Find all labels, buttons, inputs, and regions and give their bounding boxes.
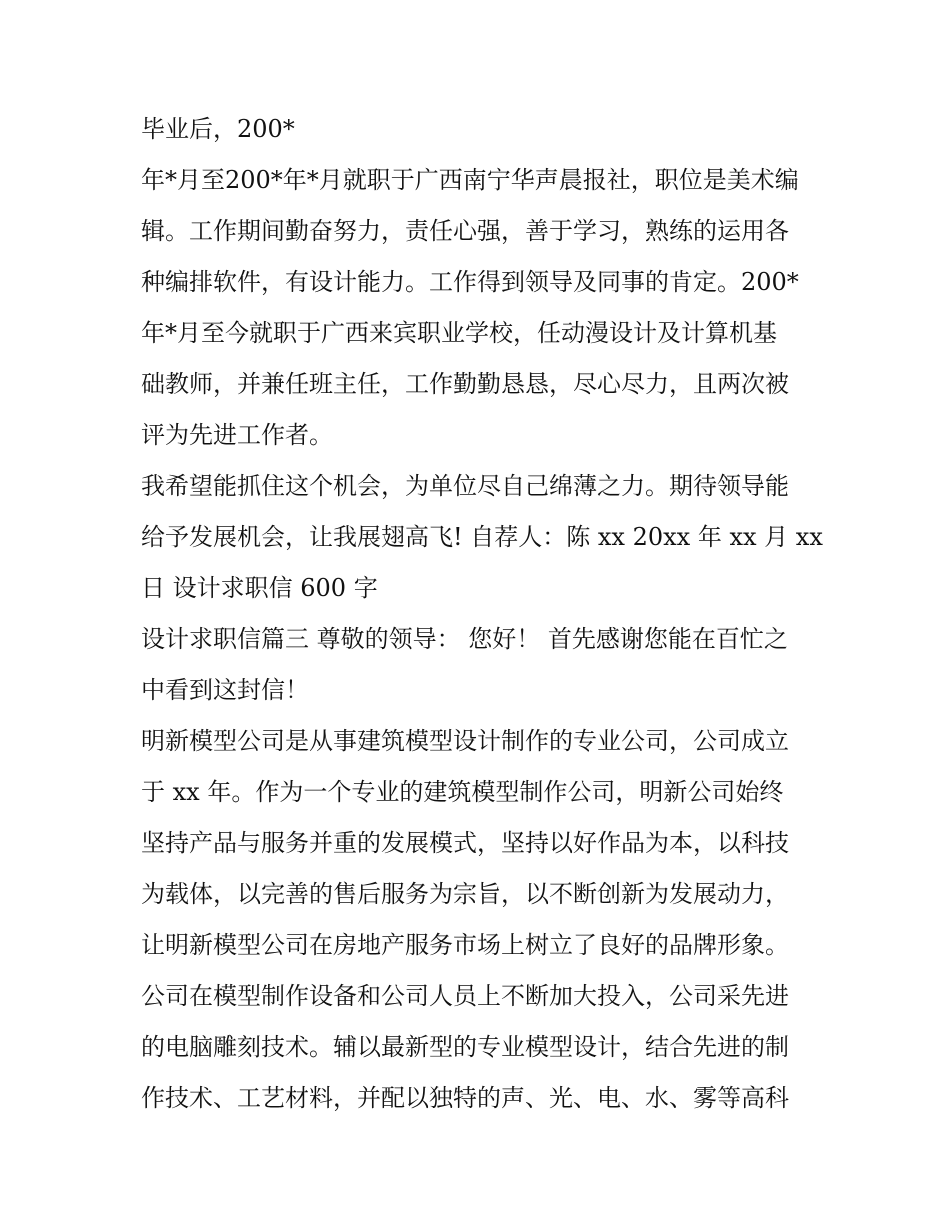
text-line: 年*月至200*年*月就职于广西南宁华声晨报社，职位是美术编 [141, 166, 799, 194]
text-line: 中看到这封信！ [141, 676, 309, 704]
text-line: 年*月至今就职于广西来宾职业学校，任动漫设计及计算机基 [141, 319, 777, 347]
text-line: 日 设计求职信 600 字 [141, 574, 378, 602]
text-line: 作技术、工艺材料，并配以独特的声、光、电、水、雾等高科 [141, 1084, 789, 1112]
text-line: 辑。工作期间勤奋努力，责任心强，善于学习，熟练的运用各 [141, 217, 789, 245]
text-line: 种编排软件，有设计能力。工作得到领导及同事的肯定。200* [141, 268, 799, 296]
text-line: 我希望能抓住这个机会，为单位尽自己绵薄之力。期待领导能 [141, 472, 789, 500]
text-line: 让明新模型公司在房地产服务市场上树立了良好的品牌形象。 [141, 931, 789, 959]
text-line: 的电脑雕刻技术。辅以最新型的专业模型设计，结合先进的制 [141, 1033, 789, 1061]
text-line: 毕业后，200* [141, 115, 295, 143]
text-line: 坚持产品与服务并重的发展模式，坚持以好作品为本，以科技 [141, 829, 789, 857]
text-line: 公司在模型制作设备和公司人员上不断加大投入，公司采先进 [141, 982, 789, 1010]
text-line: 明新模型公司是从事建筑模型设计制作的专业公司，公司成立 [141, 727, 789, 755]
text-line: 设计求职信篇三 尊敬的领导： 您好！ 首先感谢您能在百忙之 [141, 625, 788, 653]
text-line: 给予发展机会，让我展翅高飞! 自荐人：陈 xx 20xx 年 xx 月 xx [141, 523, 823, 551]
document-body [141, 104, 821, 1124]
text-line: 于 xx 年。作为一个专业的建筑模型制作公司，明新公司始终 [141, 778, 784, 806]
text-line: 评为先进工作者。 [141, 421, 333, 449]
text-line: 为载体，以完善的售后服务为宗旨，以不断创新为发展动力， [141, 880, 789, 908]
text-line: 础教师，并兼任班主任，工作勤勤恳恳，尽心尽力，且两次被 [141, 370, 789, 398]
